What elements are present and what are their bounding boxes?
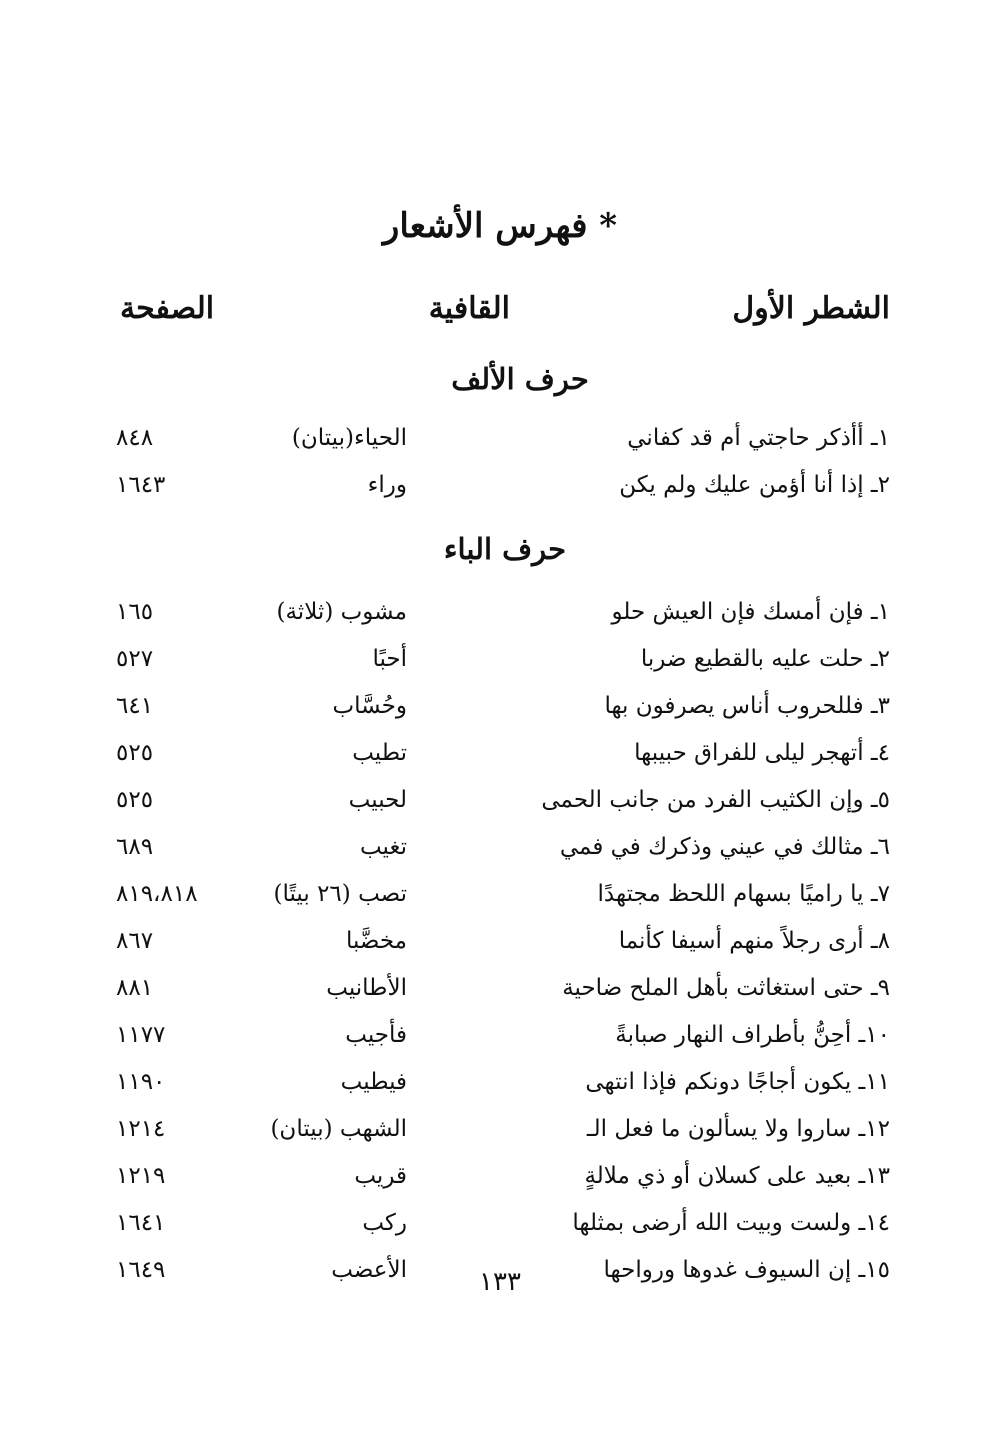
rhyme: الأطانيب	[326, 975, 407, 1001]
first-hemistich: ١ـ فإن أمسك فإن العيش حلو	[611, 599, 890, 625]
page-ref: ٥٢٧	[116, 646, 154, 672]
rhyme: تطيب	[352, 740, 407, 766]
page-ref: ٥٢٥	[116, 740, 154, 766]
first-hemistich: ٧ـ يا راميًا بسهام اللحظ مجتهدًا	[597, 881, 890, 907]
first-hemistich: ٥ـ وإن الكثيب الفرد من جانب الحمى	[541, 787, 890, 813]
page-ref: ١١٧٧	[116, 1022, 166, 1048]
rhyme: ركب	[362, 1210, 407, 1236]
header-page: الصفحة	[120, 291, 215, 326]
first-hemistich: ٨ـ أرى رجلاً منهم أسيفا كأنما	[618, 928, 890, 954]
page-ref: ١٢١٩	[116, 1163, 166, 1189]
list-item	[110, 639, 890, 686]
rhyme: مخضَّبا	[345, 928, 407, 954]
rhyme: فيطيب	[340, 1069, 407, 1095]
page-ref: ٨٤٨	[116, 425, 154, 451]
header-rhyme: القافية	[428, 291, 510, 326]
list-item	[110, 1015, 890, 1062]
list-item	[110, 733, 890, 780]
rhyme: وراء	[367, 472, 407, 498]
page-ref: ١٦٤٩	[116, 1257, 166, 1283]
first-hemistich: ١٤ـ ولست وبيت الله أرضى بمثلها	[572, 1210, 890, 1236]
entries-alif	[110, 418, 890, 512]
rhyme: مشوب (ثلاثة)	[276, 599, 407, 625]
list-item	[110, 874, 890, 921]
page-number: ١٣٣	[479, 1267, 521, 1297]
page-title: * فهرس الأشعار	[382, 206, 618, 246]
page-ref: ١٦٤١	[116, 1210, 166, 1236]
rhyme: الحياء(بيتان)	[291, 425, 407, 451]
page-ref: ١٢١٤	[116, 1116, 166, 1142]
list-item	[110, 592, 890, 639]
first-hemistich: ١ـ أأذكر حاجتي أم قد كفاني	[627, 425, 890, 451]
first-hemistich: ١٠ـ أحِنُّ بأطراف النهار صبابةً	[615, 1022, 890, 1048]
page-ref: ٥٢٥	[116, 787, 154, 813]
page-ref: ١١٩٠	[116, 1069, 166, 1095]
rhyme: أحبًا	[372, 646, 407, 672]
column-headers	[110, 286, 890, 336]
rhyme: الشهب (بيتان)	[270, 1116, 407, 1142]
page-ref: ٦٤١	[116, 693, 154, 719]
list-item	[110, 968, 890, 1015]
entries-ba	[110, 592, 890, 1297]
page-ref: ٨١٩،٨١٨	[116, 881, 198, 907]
list-item	[110, 780, 890, 827]
rhyme: قريب	[354, 1163, 407, 1189]
first-hemistich: ١١ـ يكون أجاجًا دونكم فإذا انتهى	[585, 1069, 890, 1095]
list-item	[110, 465, 890, 512]
list-item	[110, 686, 890, 733]
list-item	[110, 418, 890, 465]
page-ref: ٨٦٧	[116, 928, 154, 954]
list-item	[110, 1156, 890, 1203]
page-ref: ١٦٥	[116, 599, 154, 625]
first-hemistich: ٦ـ مثالك في عيني وذكرك في فمي	[559, 834, 890, 860]
list-item	[110, 1109, 890, 1156]
first-hemistich: ٤ـ أتهجر ليلى للفراق حبيبها	[634, 740, 890, 766]
header-first-hemistich: الشطر الأول	[732, 291, 890, 326]
rhyme: فأجيب	[345, 1022, 407, 1048]
rhyme: تغيب	[359, 834, 407, 860]
section-title-alif: حرف الألف	[451, 362, 589, 396]
first-hemistich: ٣ـ فللحروب أناس يصرفون بها	[604, 693, 890, 719]
rhyme: الأعضب	[331, 1257, 407, 1283]
list-item	[110, 1062, 890, 1109]
rhyme: تصب (٢٦ بيتًا)	[273, 881, 407, 907]
rhyme: وحُسَّاب	[332, 693, 407, 719]
first-hemistich: ٢ـ إذا أنا أؤمن عليك ولم يكن	[619, 472, 890, 498]
list-item	[110, 827, 890, 874]
section-title-ba: حرف الباء	[443, 532, 567, 566]
list-item	[110, 921, 890, 968]
first-hemistich: ١٥ـ إن السيوف غدوها ورواحها	[603, 1257, 890, 1283]
first-hemistich: ٩ـ حتى استغاثت بأهل الملح ضاحية	[562, 975, 890, 1001]
first-hemistich: ١٢ـ ساروا ولا يسألون ما فعل الـ	[586, 1116, 890, 1142]
first-hemistich: ١٣ـ بعيد على كسلان أو ذي ملالةٍ	[584, 1163, 890, 1189]
page-ref: ٦٨٩	[116, 834, 154, 860]
first-hemistich: ٢ـ حلت عليه بالقطيع ضربا	[640, 646, 890, 672]
page-ref: ١٦٤٣	[116, 472, 166, 498]
page-ref: ٨٨١	[116, 975, 154, 1001]
rhyme: لحبيب	[348, 787, 407, 813]
list-item	[110, 1203, 890, 1250]
